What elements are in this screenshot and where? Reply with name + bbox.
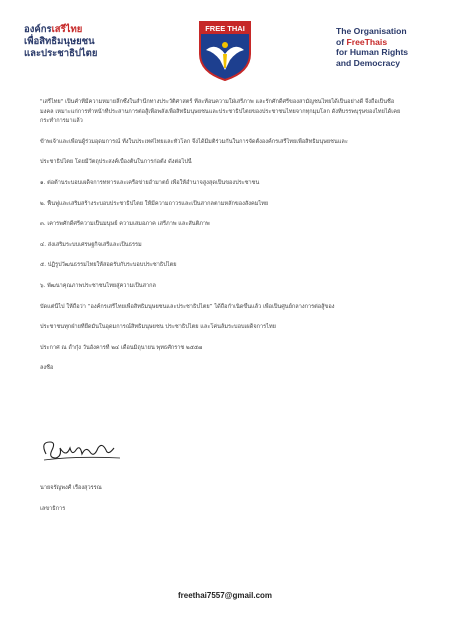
announcement-line: ประกาศ ณ ถ้ำกุ๋ง วันอังคารที่ ๒๔ เดือนมิถุนายน พุทธศักราช ๒๕๕๗ (40, 344, 203, 351)
thai-org-red: เสรีไทย (51, 24, 83, 35)
objective-item: ๒. ฟื้นฟูและเสริมสร้างระบอบประชาธิปไตย ให้มีความถาวรและเป็นสากลตามหลักของสังคมไทย (40, 200, 269, 207)
en-org-line2 (336, 37, 444, 48)
contact-email: freethai7557@gmail.com (177, 591, 273, 600)
handwritten-signature (36, 436, 126, 466)
objective-item: ๔. ส่งเสริมระบบเศรษฐกิจเสรีและเป็นธรรม (40, 241, 142, 248)
objective-item: ๕. ปฏิรูปวัฒนธรรมไทยให้สอดรับกับระบอบประชาธิปไตย (40, 262, 177, 269)
english-org-name (336, 26, 444, 68)
objective-item: ๖. พัฒนาคุณภาพประชาชนไทยสู่ความเป็นสากล (40, 282, 156, 289)
declaration-body (40, 98, 426, 374)
para2-line1: ข้าพเจ้าและเพื่อนผู้ร่วมอุดมการณ์ ทั้งในประเทศไทยและทั่วโลก จึงได้มีมติร่วมกันในการจัดตั้งองค์กรเสรีไทยเพื่อสิทธิมนุษยชนและ (40, 138, 348, 145)
thai-org-prefix: องค์กร (24, 24, 52, 35)
en-org-line1: The Organisation (336, 26, 407, 36)
intro-line1: "เสรีไทย" เป็นคำที่มีความหมายลึกซึ้งในสำนึกทางประวัติศาสตร์ ที่สะท้อนความใฝ่เสรีภาพ และรักศักดิ์ศรีของสามัญชนไทยได้เป็นอย่างดี จึงถือเป็นชื่อ (40, 99, 395, 105)
en-org-red: FreeThais (346, 36, 388, 47)
intro-line3: กระทำการมาแล้ว (40, 118, 83, 125)
thai-org-name (24, 24, 120, 60)
intro-line2: มงคล เหมาะแก่การทำหน้าที่ประสานการต่อสู้เพื่อพลังเพื่อสิทธิมนุษยชนและประชาธิปไตยของประชาชนไทยจากทุกมุมโลก ดังที่บรรพบุรุษของไทยได้เคย (40, 108, 401, 115)
en-org-prefix: of (336, 36, 347, 47)
thai-org-line3: และประชาธิปไตย (24, 48, 98, 59)
para3-line: บัดแต่นี้ไป ให้ถือว่า “องค์กรเสรีไทยเพื่อสิทธิมนุษยชนและประชาธิปไตย” ได้ถือกำเนิดขึ้นแล้ว เพื่อเป็นศูนย์กลางการต่อสู้ของ (40, 303, 335, 310)
en-org-line3: for Human Rights (336, 47, 409, 57)
logo-text: FREE THAI (205, 24, 245, 33)
signer-title: เลขาธิการ (40, 506, 66, 512)
objective-item: ๓. เคารพศักดิ์ศรีความเป็นมนุษย์ ความเสมอภาค เสรีภาพ และสันติภาพ (40, 221, 210, 228)
thai-org-line2: เพื่อสิทธิมนุษยชน (24, 36, 95, 47)
objective-item: ๑. ต่อต้านระบอบเผด็จการทหารและเครือข่ายอำมาตย์ เพื่อให้อำนาจสูงสุดเป็นของประชาชน (40, 179, 260, 186)
thai-org-line1 (24, 24, 120, 36)
para2-line2: ประชาธิปไตย โดยมีวัตถุประสงค์เบื้องต้นในการก่อตั้ง ดังต่อไปนี้ (40, 159, 192, 166)
para4-line: ประชาชนทุกฝ่ายที่ยึดมั่นในอุดมการณ์สิทธิมนุษยชน ประชาธิปไตย และโค่นล้มระบอบเผด็จการไทย (40, 324, 276, 331)
free-thai-logo (196, 20, 254, 82)
sign-label: ลงชื่อ (40, 365, 54, 372)
signer-name: นายจรัญพงศ์ เรืองสุวรรณ (40, 485, 102, 491)
en-org-line4: and Democracy (336, 57, 401, 68)
